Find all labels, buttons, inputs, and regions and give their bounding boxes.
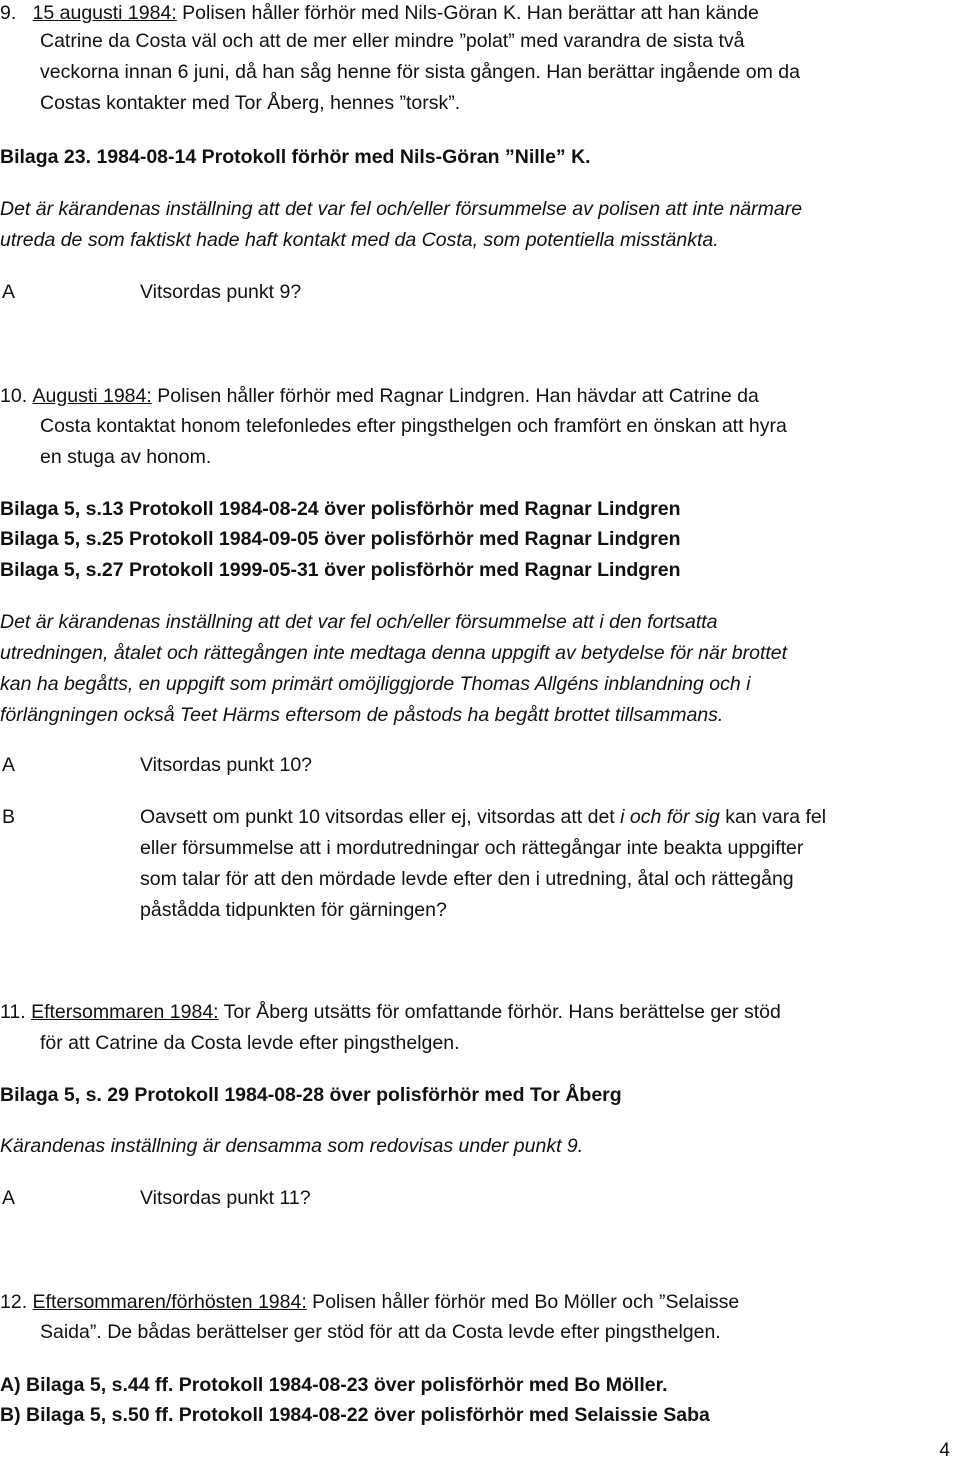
item12-line1: 12. Eftersommaren/förhösten 1984: Polisen håller förhör med Bo Möller och ”Selaisse: [0, 1291, 740, 1313]
item10-position-4: förlängningen också Teet Härms eftersom de påstods ha begått brottet tillsammans.: [0, 704, 724, 726]
page-number: 4: [939, 1440, 950, 1461]
item10-position-2: utredningen, åtalet och rättegången inte medtaga denna uppgift av betydelse för när brottet: [0, 642, 788, 664]
item10-date: Augusti 1984:: [32, 385, 152, 407]
item10-answer-b-line3: som talar för att den mördade levde efter den i utredning, åtal och rättegång: [140, 868, 794, 890]
item9-line3: veckorna innan 6 juni, då han såg henne för sista gången. Han berättar ingående om da: [40, 61, 800, 83]
item9-line2: Catrine da Costa väl och att de mer eller mindre ”polat” med varandra de sista två: [40, 30, 745, 52]
item11-date: Eftersommaren 1984:: [31, 1001, 219, 1023]
item10-position-1: Det är kärandenas inställning att det var fel och/eller försummelse att i den fortsatta: [0, 611, 718, 633]
answer-label: B: [2, 806, 16, 828]
item12-number: 12.: [0, 1291, 28, 1313]
item9-number: 9.: [0, 2, 17, 24]
item12-bilaga-a: A) Bilaga 5, s.44 ff. Protokoll 1984-08-23 över polisförhör med Bo Möller.: [0, 1374, 668, 1396]
answer-text: Vitsordas punkt 10?: [140, 754, 313, 776]
answer-text: Vitsordas punkt 9?: [140, 281, 302, 303]
item11-number: 11.: [0, 1001, 26, 1023]
answer-label: A: [2, 281, 16, 303]
answer-text: Vitsordas punkt 11?: [140, 1187, 311, 1209]
item9-position-1: Det är kärandenas inställning att det var fel och/eller försummelse av polisen att inte närmare: [0, 198, 803, 220]
item12-date: Eftersommaren/förhösten 1984:: [32, 1291, 307, 1313]
item10-line3: en stuga av honom.: [40, 446, 212, 468]
item9-date: 15 augusti 1984:: [32, 2, 177, 24]
item9-line1: 9. 15 augusti 1984: Polisen håller förhör med Nils-Göran K. Han berättar att han kände: [0, 2, 759, 24]
item9-position-2: utreda de som faktiskt hade haft kontakt med da Costa, som potentiella misstänkta.: [0, 229, 719, 251]
item10-bilaga-1: Bilaga 5, s.13 Protokoll 1984-08-24 över polisförhör med Ragnar Lindgren: [0, 498, 681, 520]
item10-answer-b-line4: påstådda tidpunkten för gärningen?: [140, 899, 447, 921]
item11-line2: för att Catrine da Costa levde efter pingsthelgen.: [40, 1032, 460, 1054]
item11-line1: 11. Eftersommaren 1984: Tor Åberg utsätts för omfattande förhör. Hans berättelse ger stöd: [0, 1001, 781, 1023]
item10-line1: 10. Augusti 1984: Polisen håller förhör med Ragnar Lindgren. Han hävdar att Catrine da: [0, 385, 759, 407]
item11-position: Kärandenas inställning är densamma som redovisas under punkt 9.: [0, 1135, 584, 1157]
answer-text: Oavsett om punkt 10 vitsordas eller ej, vitsordas att det i och för sig kan vara fel: [140, 806, 827, 828]
item9-line4: Costas kontakter med Tor Åberg, hennes ”torsk”.: [40, 92, 461, 114]
answer-label: A: [2, 1187, 16, 1209]
item12-line2: Saida”. De bådas berättelser ger stöd för att da Costa levde efter pingsthelgen.: [40, 1321, 721, 1343]
item9-bilaga: Bilaga 23. 1984-08-14 Protokoll förhör med Nils-Göran ”Nille” K.: [0, 146, 591, 168]
item11-bilaga: Bilaga 5, s. 29 Protokoll 1984-08-28 över polisförhör med Tor Åberg: [0, 1084, 622, 1106]
item10-number: 10.: [0, 385, 28, 407]
item10-line2: Costa kontaktat honom telefonledes efter pingsthelgen och framfört en önskan att hyra: [40, 415, 787, 437]
item10-bilaga-2: Bilaga 5, s.25 Protokoll 1984-09-05 över polisförhör med Ragnar Lindgren: [0, 528, 681, 550]
item10-bilaga-3: Bilaga 5, s.27 Protokoll 1999-05-31 över polisförhör med Ragnar Lindgren: [0, 559, 681, 581]
item10-position-3: kan ha begåtts, en uppgift som primärt omöjliggjorde Thomas Allgéns inblandning och i: [0, 673, 751, 695]
item12-bilaga-b: B) Bilaga 5, s.50 ff. Protokoll 1984-08-22 över polisförhör med Selaissie Saba: [0, 1404, 710, 1426]
item10-answer-b-line2: eller försummelse att i mordutredningar och rättegångar inte beakta uppgifter: [140, 837, 804, 859]
answer-label: A: [2, 754, 16, 776]
